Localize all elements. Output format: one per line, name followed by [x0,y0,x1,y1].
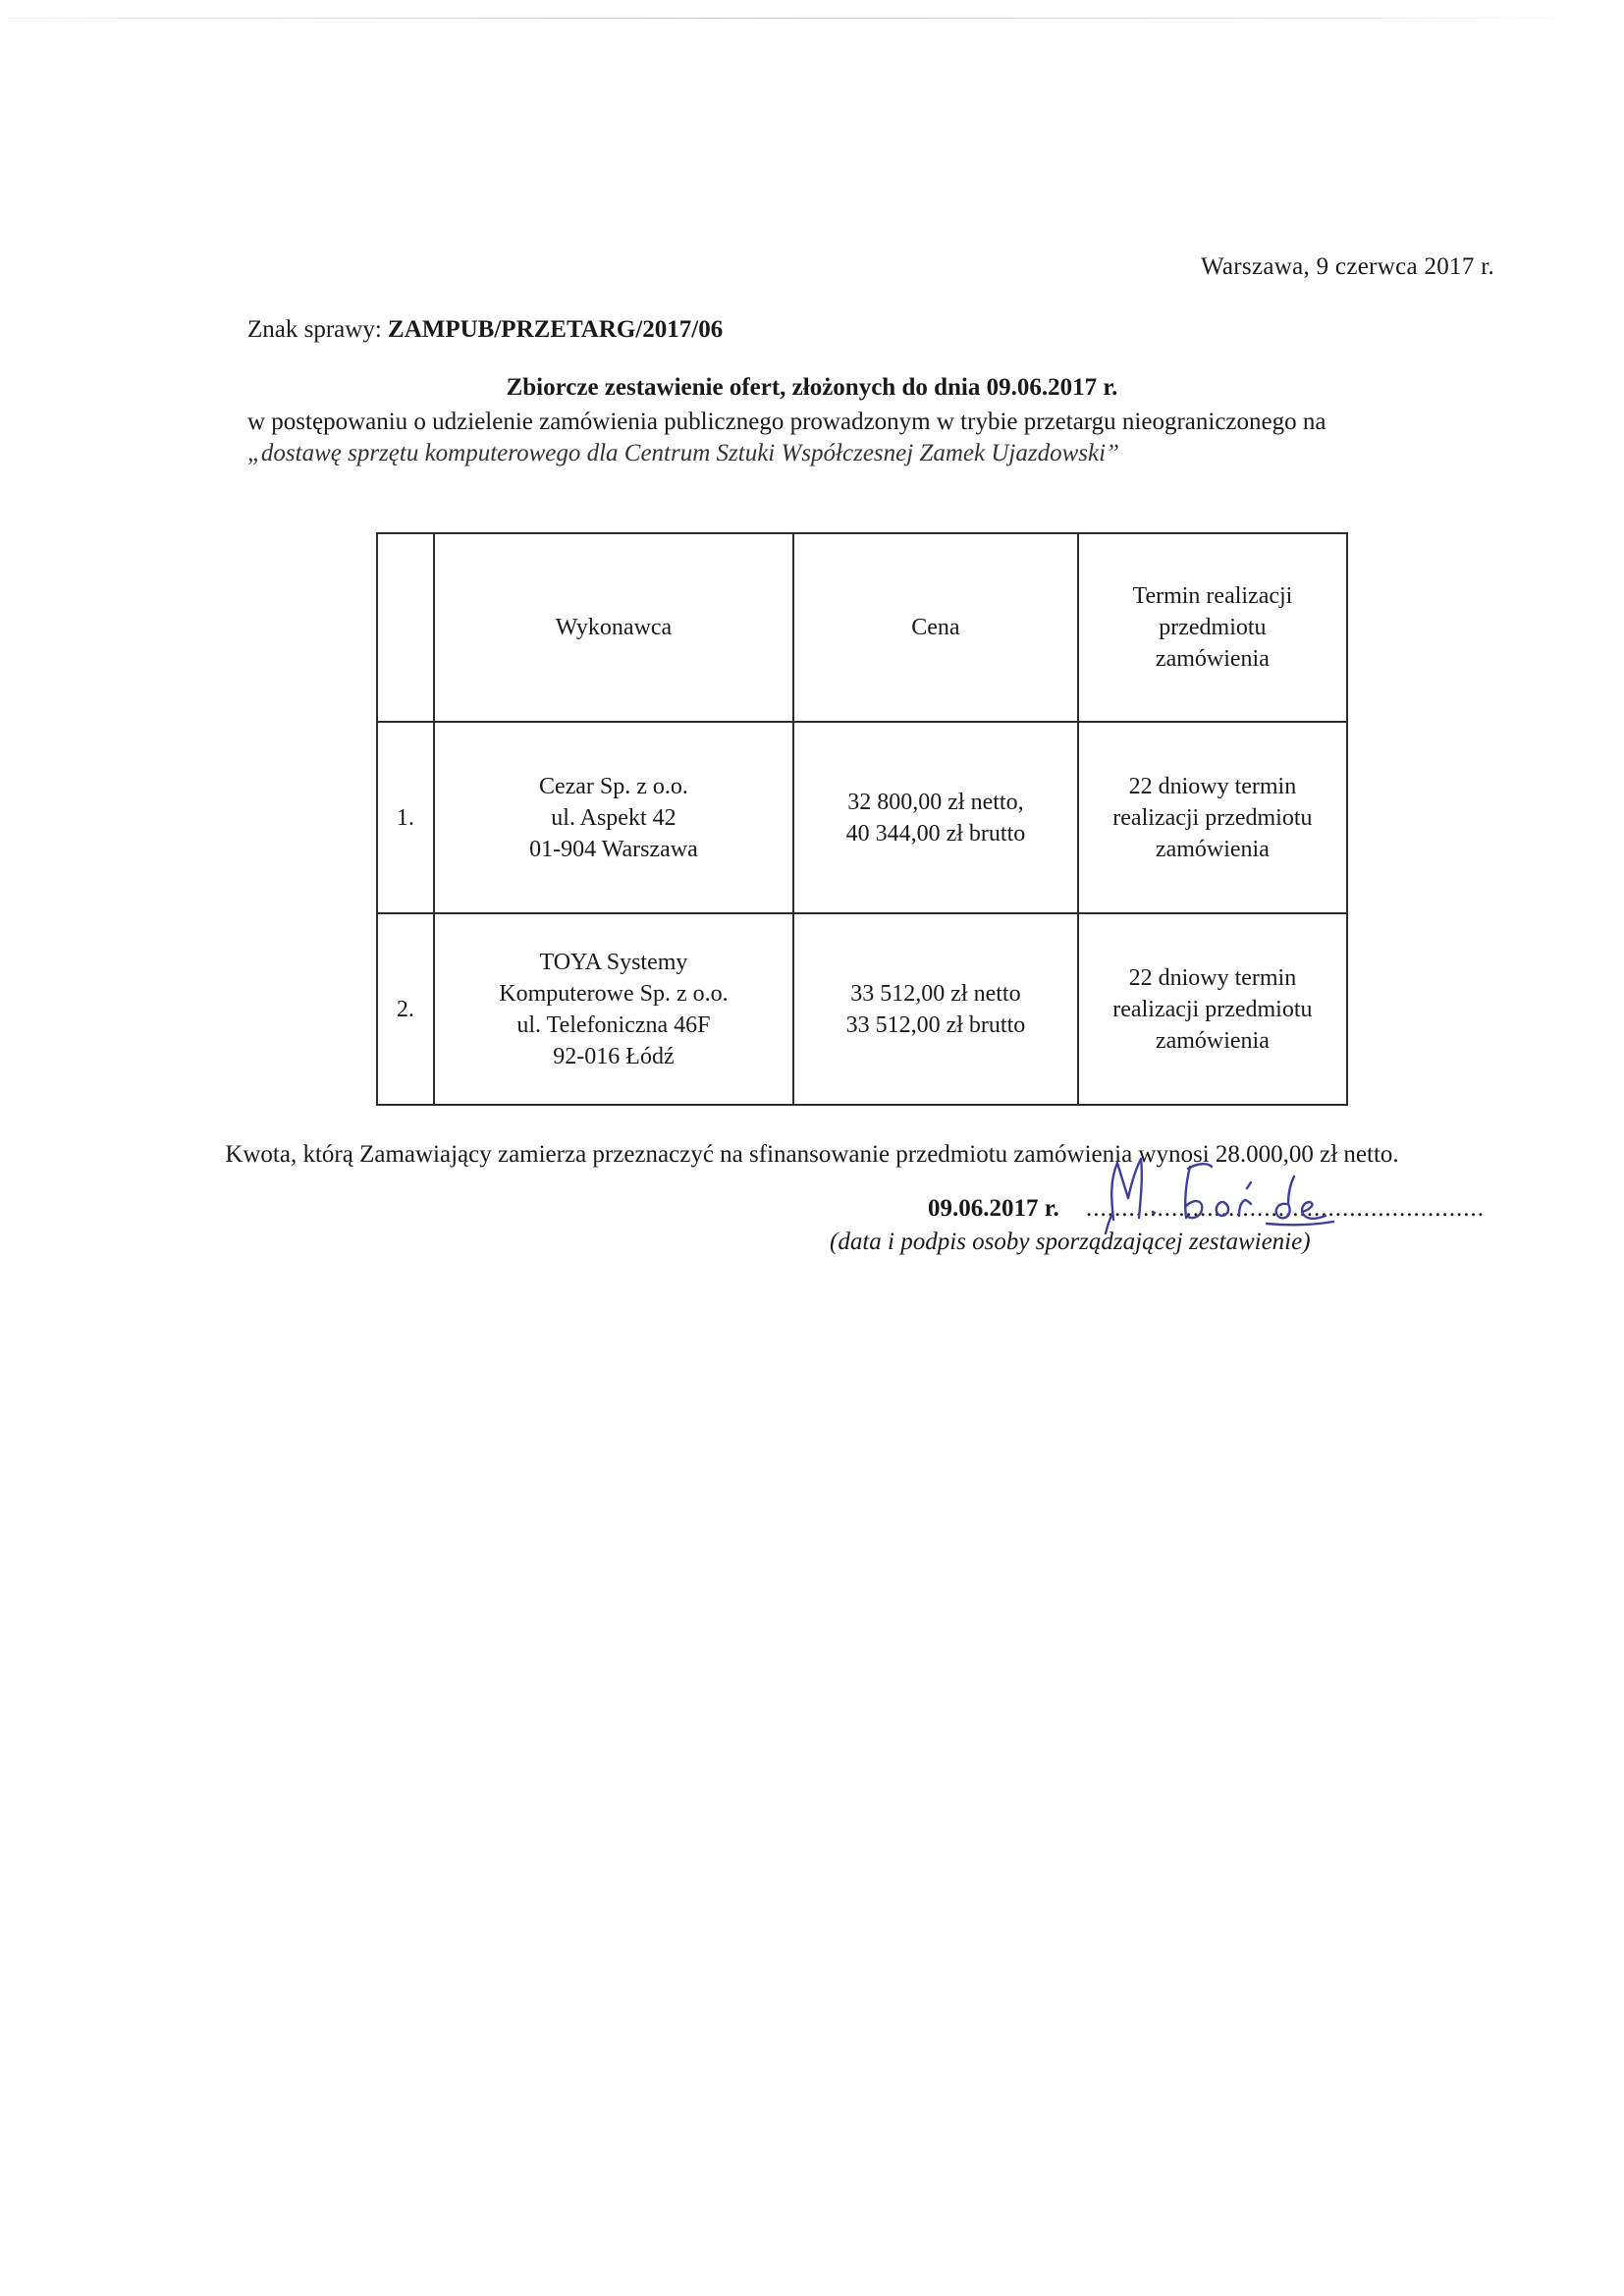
offers-table [376,532,1348,1106]
contractor-cell: TOYA Systemy Komputerowe Sp. z o.o. ul. Telefoniczna 46F 92-016 Łódź [434,913,793,1105]
contractor-cell: Cezar Sp. z o.o. ul. Aspekt 42 01-904 Warszawa [434,722,793,913]
price-cell: 32 800,00 zł netto, 40 344,00 zł brutto [793,722,1078,913]
row-number: 2. [377,913,434,1105]
scan-edge-line [8,18,1559,19]
header-term: Termin realizacji przedmiotu zamówienia [1078,533,1347,722]
budget-note: Kwota, którą Zamawiający zamierza przeznaczyć na sfinansowanie przedmiotu zamówienia wynosi 28.000,00 zł netto. [225,1141,1399,1168]
signature-dotted-line: ........................................................ [1086,1195,1485,1222]
case-reference [247,316,723,344]
handwritten-signature [1092,1147,1396,1235]
intro-paragraph [247,407,1326,469]
term-cell: 22 dniowy termin realizacji przedmiotu zamówienia [1078,913,1347,1105]
table-row [377,722,1347,913]
document-title: Zbiorcze zestawienie ofert, złożonych do dnia 09.06.2017 r. [506,374,1118,401]
signature-caption: (data i podpis osoby sporządzającej zestawienie) [830,1229,1311,1255]
case-label: Znak sprawy: [247,316,389,343]
signature-date: 09.06.2017 r. [928,1195,1059,1222]
intro-line: w postępowaniu o udzielenie zamówienia publicznego prowadzonym w trybie przetargu nieograniczonego na [247,409,1326,435]
header-price: Cena [793,533,1078,722]
header-number [377,533,434,722]
row-number: 1. [377,722,434,913]
term-cell: 22 dniowy termin realizacji przedmiotu zamówienia [1078,722,1347,913]
header-contractor: Wykonawca [434,533,793,722]
table-row [377,913,1347,1105]
price-cell: 33 512,00 zł netto 33 512,00 zł brutto [793,913,1078,1105]
place-date: Warszawa, 9 czerwca 2017 r. [1201,253,1494,280]
procurement-subject: „dostawę sprzętu komputerowego dla Centrum Sztuki Współczesnej Zamek Ujazdowski” [247,440,1119,466]
case-number: ZAMPUB/PRZETARG/2017/06 [388,316,724,343]
table-header-row [377,533,1347,722]
